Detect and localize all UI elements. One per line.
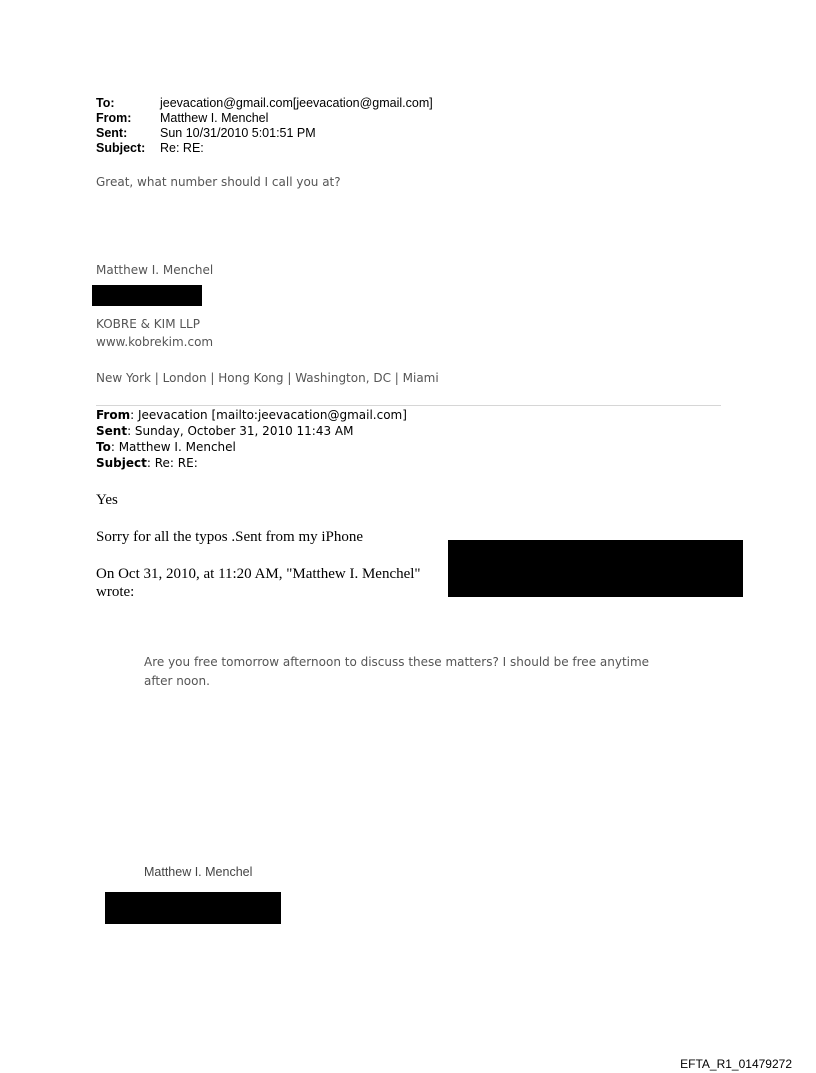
sent-label: Sent: [96, 126, 128, 140]
quoted-subject-label: Subject [96, 456, 147, 470]
from-label: From: [96, 111, 132, 125]
reply-body: Great, what number should I call you at? [96, 175, 341, 189]
quoted-to-value: : Matthew I. Menchel [110, 440, 236, 454]
original-signature-name: Matthew I. Menchel [144, 865, 253, 879]
quoted-sent [96, 424, 354, 438]
original-line1: Are you free tomorrow afternoon to discuss these matters? I should be free anytime [144, 655, 650, 669]
signature-name: Matthew I. Menchel [96, 263, 214, 277]
quoted-subject-value: : Re: RE: [146, 456, 198, 470]
redaction-block [105, 892, 281, 924]
to-value: jeevacation@gmail.com[jeevacation@gmail.com] [160, 96, 433, 110]
sent-value: Sun 10/31/2010 5:01:51 PM [160, 126, 316, 140]
quoted-from-value: : Jeevacation [mailto:jeevacation@gmail.com] [130, 408, 407, 422]
quoted-line-yes: Yes [96, 492, 118, 508]
redaction-block [92, 285, 202, 306]
quoted-attribution-line1: On Oct 31, 2010, at 11:20 AM, "Matthew I. Menchel" [96, 566, 421, 582]
signature-offices: New York | London | Hong Kong | Washington, DC | Miami [96, 371, 439, 385]
quoted-from [96, 408, 407, 422]
quoted-sent-label: Sent [96, 424, 128, 438]
signature-firm: KOBRE & KIM LLP [96, 317, 200, 331]
divider [96, 405, 721, 406]
signature-website: www.kobrekim.com [96, 335, 214, 349]
subject-value: Re: RE: [160, 141, 204, 155]
original-line2: after noon. [144, 674, 210, 688]
quoted-subject [96, 456, 198, 470]
subject-label: Subject: [96, 141, 146, 155]
quoted-sent-value: : Sunday, October 31, 2010 11:43 AM [127, 424, 354, 438]
to-label: To: [96, 96, 115, 110]
quoted-attribution-line2: wrote: [96, 584, 135, 600]
redaction-block [448, 540, 743, 597]
quoted-from-label: From [96, 408, 131, 422]
quoted-line-typos: Sorry for all the typos .Sent from my iPhone [96, 529, 364, 545]
quoted-to-label: To [96, 440, 111, 454]
from-value: Matthew I. Menchel [160, 111, 269, 125]
quoted-to [96, 440, 236, 454]
document-id: EFTA_R1_01479272 [680, 1057, 792, 1071]
